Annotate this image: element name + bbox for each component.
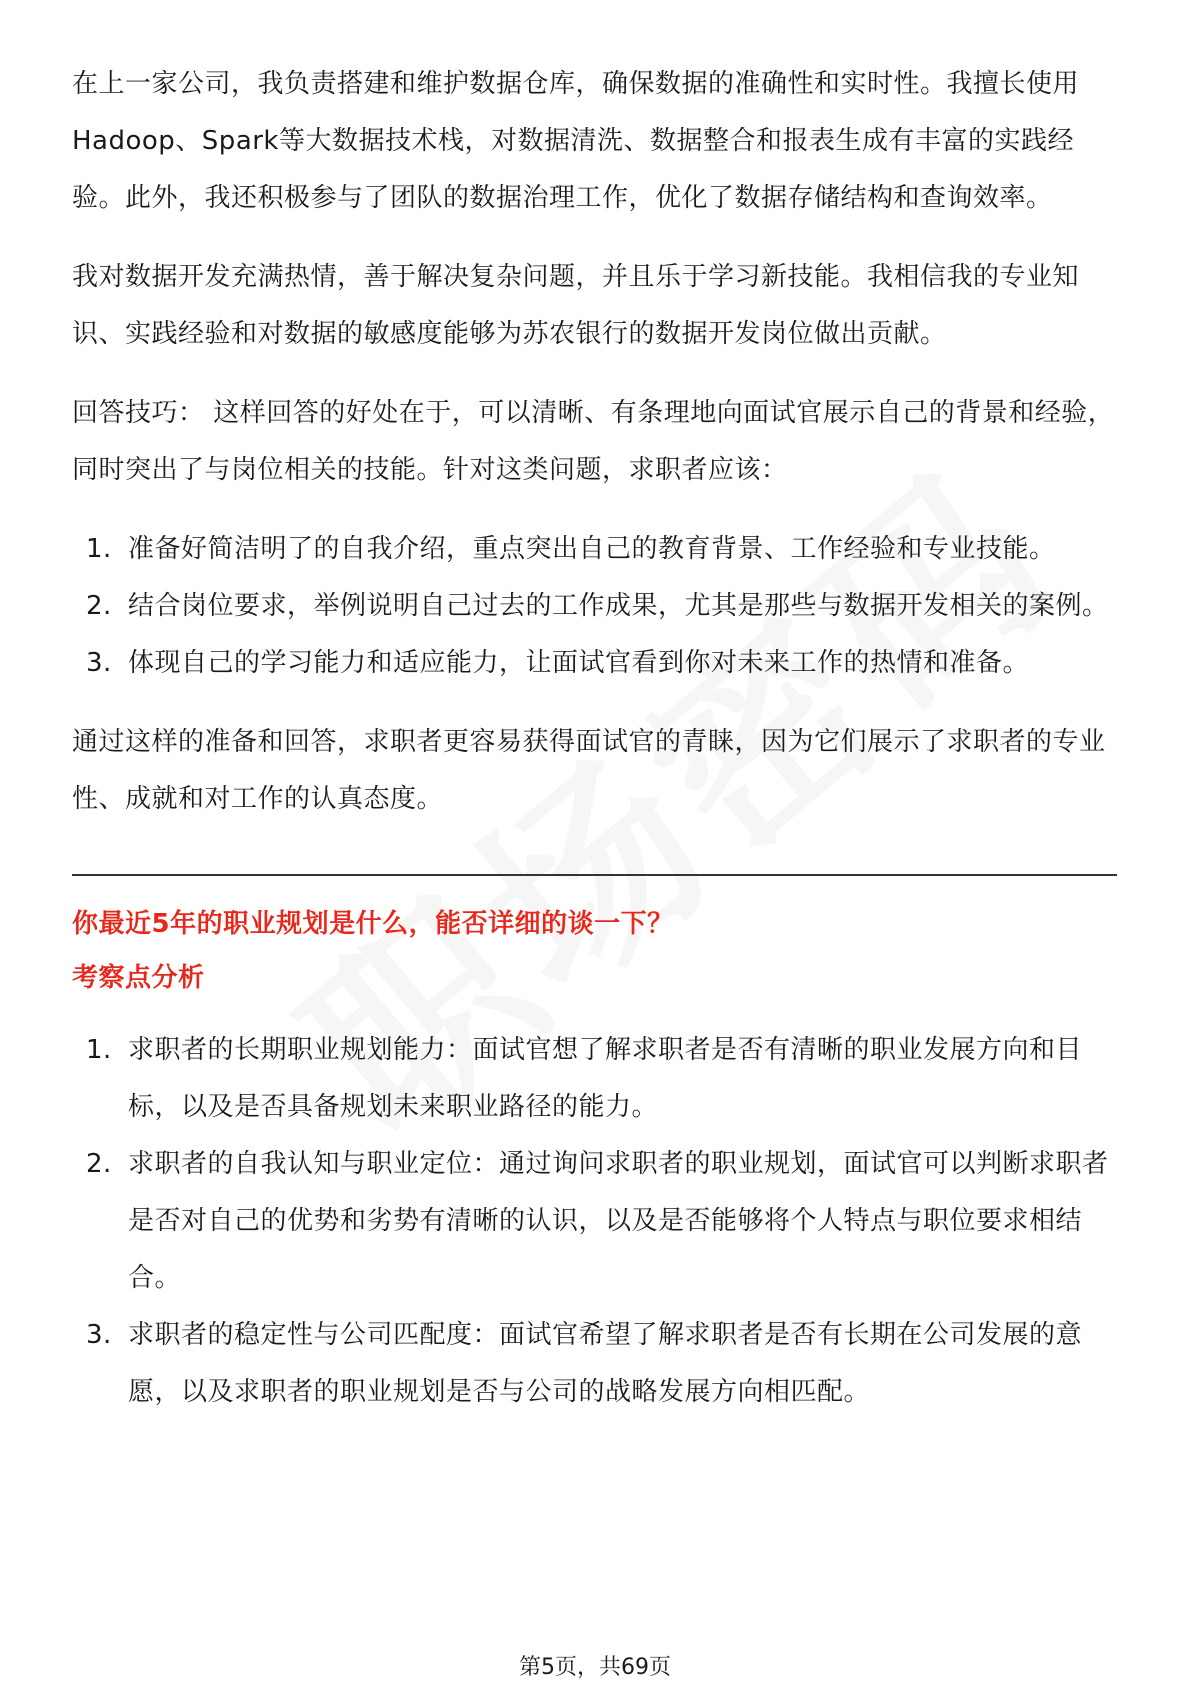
list-number: 3.	[86, 1320, 112, 1350]
list-item-text: 求职者的长期职业规划能力：面试官想了解求职者是否有清晰的职业发展方向和目标，以及是否具备规划未来职业路径的能力。	[128, 1035, 1083, 1122]
paragraph-answer-tips: 回答技巧： 这样回答的好处在于，可以清晰、有条理地向面试官展示自己的背景和经验，同时突出了与岗位相关的技能。针对这类问题，求职者应该：	[72, 398, 1115, 485]
list-item	[72, 578, 1117, 635]
analysis-list	[72, 1022, 1117, 1421]
tips-list	[72, 521, 1117, 692]
list-number: 3.	[86, 648, 112, 678]
list-number: 2.	[86, 591, 112, 621]
list-item	[72, 1022, 1117, 1136]
list-item	[72, 1307, 1117, 1421]
question-heading: 你最近5年的职业规划是什么，能否详细的谈一下？	[72, 909, 674, 939]
page-footer: 第5页，共69页	[519, 1655, 671, 1680]
list-item-text: 求职者的稳定性与公司匹配度：面试官希望了解求职者是否有长期在公司发展的意愿，以及求职者的职业规划是否与公司的战略发展方向相匹配。	[128, 1320, 1083, 1407]
list-item	[72, 1136, 1117, 1307]
list-item	[72, 635, 1117, 692]
list-item-text: 体现自己的学习能力和适应能力，让面试官看到你对未来工作的热情和准备。	[128, 648, 1030, 678]
list-item-text: 求职者的自我认知与职业定位：通过询问求职者的职业规划，面试官可以判断求职者是否对自己的优势和劣势有清晰的认识，以及是否能够将个人特点与职位要求相结合。	[128, 1149, 1109, 1293]
list-number: 1.	[86, 534, 112, 564]
list-item	[72, 521, 1117, 578]
paragraph-experience: 在上一家公司，我负责搭建和维护数据仓库，确保数据的准确性和实时性。我擅长使用Hadoop、Spark等大数据技术栈，对数据清洗、数据整合和报表生成有丰富的实践经验。此外，我还积极参与了团队的数据治理工作，优化了数据存储结构和查询效率。	[72, 69, 1080, 213]
document-page	[72, 56, 1117, 1443]
list-item-text: 结合岗位要求，举例说明自己过去的工作成果，尤其是那些与数据开发相关的案例。	[128, 591, 1109, 621]
list-number: 1.	[86, 1035, 112, 1065]
list-number: 2.	[86, 1149, 112, 1179]
analysis-heading: 考察点分析	[72, 963, 205, 993]
section-divider	[72, 874, 1117, 876]
paragraph-passion: 我对数据开发充满热情，善于解决复杂问题，并且乐于学习新技能。我相信我的专业知识、实践经验和对数据的敏感度能够为苏农银行的数据开发岗位做出贡献。	[72, 262, 1080, 349]
list-item-text: 准备好简洁明了的自我介绍，重点突出自己的教育背景、工作经验和专业技能。	[128, 534, 1056, 564]
paragraph-closing: 通过这样的准备和回答，求职者更容易获得面试官的青睐，因为它们展示了求职者的专业性、成就和对工作的认真态度。	[72, 727, 1106, 814]
